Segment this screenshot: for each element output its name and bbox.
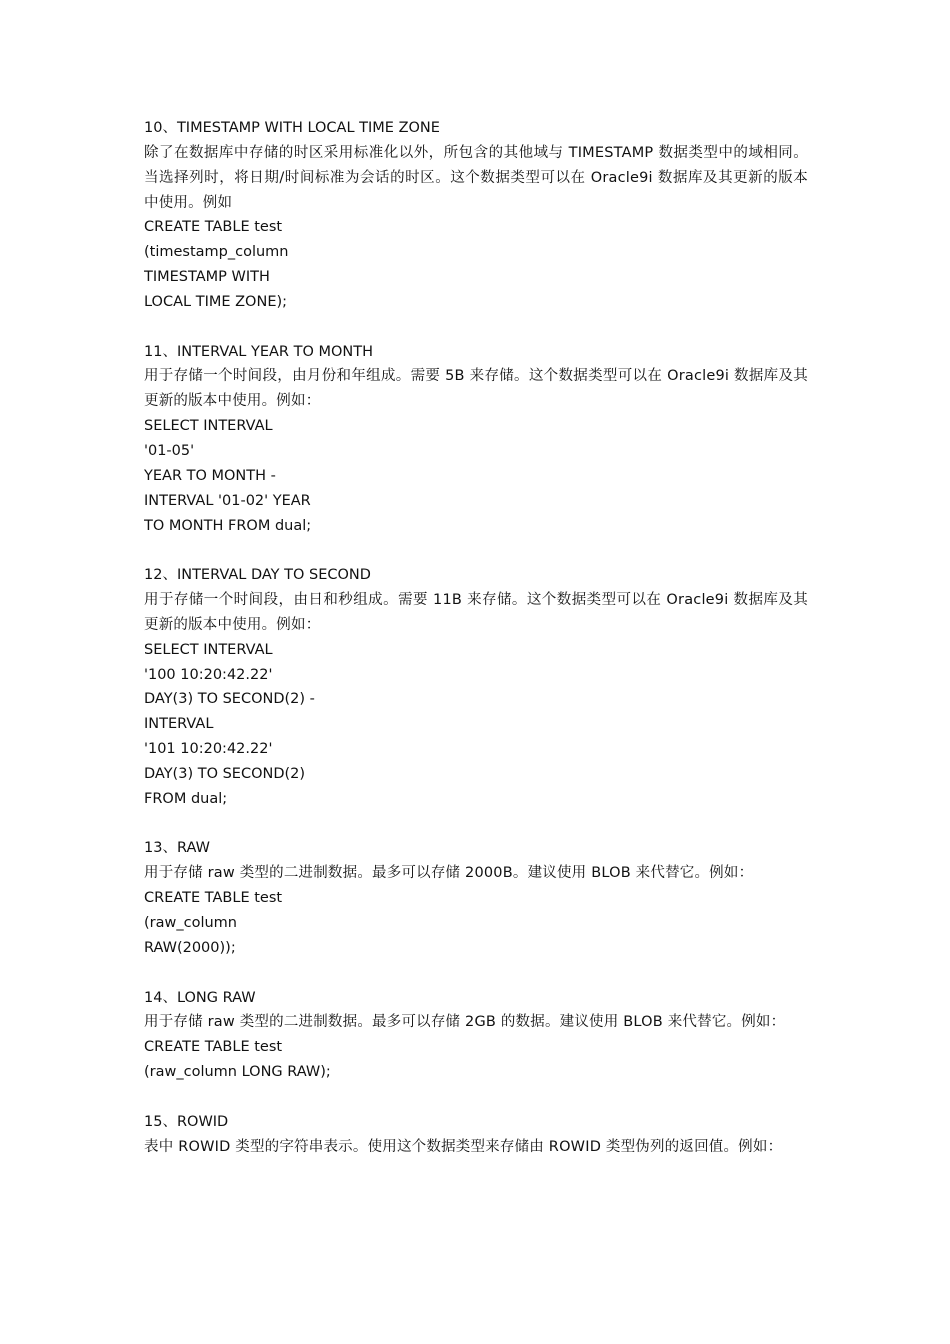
section-heading: 15、ROWID bbox=[144, 1113, 229, 1130]
code-line: LOCAL TIME ZONE); bbox=[144, 293, 288, 310]
section-gap bbox=[144, 315, 808, 340]
code-line: SELECT INTERVAL bbox=[144, 418, 273, 435]
section-description: 用于存储 raw 类型的二进制数据。最多可以存储 2000B。建议使用 BLOB 来代替它。例如： bbox=[144, 865, 754, 882]
section-heading: 10、TIMESTAMP WITH LOCAL TIME ZONE bbox=[144, 120, 440, 136]
code-line: YEAR TO MONTH - bbox=[144, 467, 276, 484]
section-heading: 11、INTERVAL YEAR TO MONTH bbox=[144, 343, 374, 360]
code-line: '01-05' bbox=[144, 442, 195, 459]
code-line: SELECT INTERVAL bbox=[144, 641, 273, 658]
section-heading: 12、INTERVAL DAY TO SECOND bbox=[144, 567, 371, 584]
code-line: '100 10:20:42.22' bbox=[144, 666, 273, 683]
code-line: INTERVAL '01-02' YEAR bbox=[144, 492, 311, 509]
section-gap bbox=[144, 1085, 808, 1110]
section-gap bbox=[144, 538, 808, 563]
code-line: TO MONTH FROM dual; bbox=[144, 517, 312, 534]
section-heading: 13、RAW bbox=[144, 840, 210, 857]
section-description: 用于存储 raw 类型的二进制数据。最多可以存储 2GB 的数据。建议使用 BLOB 来代替它。例如： bbox=[144, 1014, 786, 1031]
code-line: DAY(3) TO SECOND(2) - bbox=[144, 691, 315, 708]
section-gap bbox=[144, 812, 808, 837]
code-line: (timestamp_column bbox=[144, 244, 289, 261]
code-line: CREATE TABLE test bbox=[144, 890, 283, 907]
section-13 bbox=[144, 836, 808, 960]
section-14 bbox=[144, 986, 808, 1085]
code-line: TIMESTAMP WITH bbox=[144, 269, 270, 286]
section-description: 除了在数据库中存储的时区采用标准化以外，所包含的其他域与 TIMESTAMP 数据类型中的域相同。当选择列时，将日期/时间标准为会话的时区。这个数据类型可以在 Oracle9i 数据库及其更新的版本中使用。例如 bbox=[144, 144, 808, 211]
section-15 bbox=[144, 1110, 808, 1160]
code-line: DAY(3) TO SECOND(2) bbox=[144, 765, 306, 782]
code-line: INTERVAL bbox=[144, 716, 214, 733]
code-line: CREATE TABLE test bbox=[144, 1039, 283, 1056]
section-description: 表中 ROWID 类型的字符串表示。使用这个数据类型来存储由 ROWID 类型伪列的返回值。例如： bbox=[144, 1138, 783, 1155]
section-10 bbox=[144, 116, 808, 315]
document-body bbox=[144, 116, 808, 1159]
section-11 bbox=[144, 340, 808, 539]
section-heading: 14、LONG RAW bbox=[144, 989, 256, 1006]
code-line: (raw_column LONG RAW); bbox=[144, 1064, 331, 1081]
section-description: 用于存储一个时间段，由日和秒组成。需要 11B 来存储。这个数据类型可以在 Oracle9i 数据库及其更新的版本中使用。例如： bbox=[144, 592, 808, 633]
code-line: FROM dual; bbox=[144, 790, 228, 807]
section-gap bbox=[144, 961, 808, 986]
section-12 bbox=[144, 563, 808, 811]
code-line: '101 10:20:42.22' bbox=[144, 741, 273, 758]
section-description: 用于存储一个时间段，由月份和年组成。需要 5B 来存储。这个数据类型可以在 Oracle9i 数据库及其更新的版本中使用。例如： bbox=[144, 368, 808, 410]
code-line: (raw_column bbox=[144, 915, 237, 931]
code-line: CREATE TABLE test bbox=[144, 219, 283, 236]
code-line: RAW(2000)); bbox=[144, 939, 236, 956]
